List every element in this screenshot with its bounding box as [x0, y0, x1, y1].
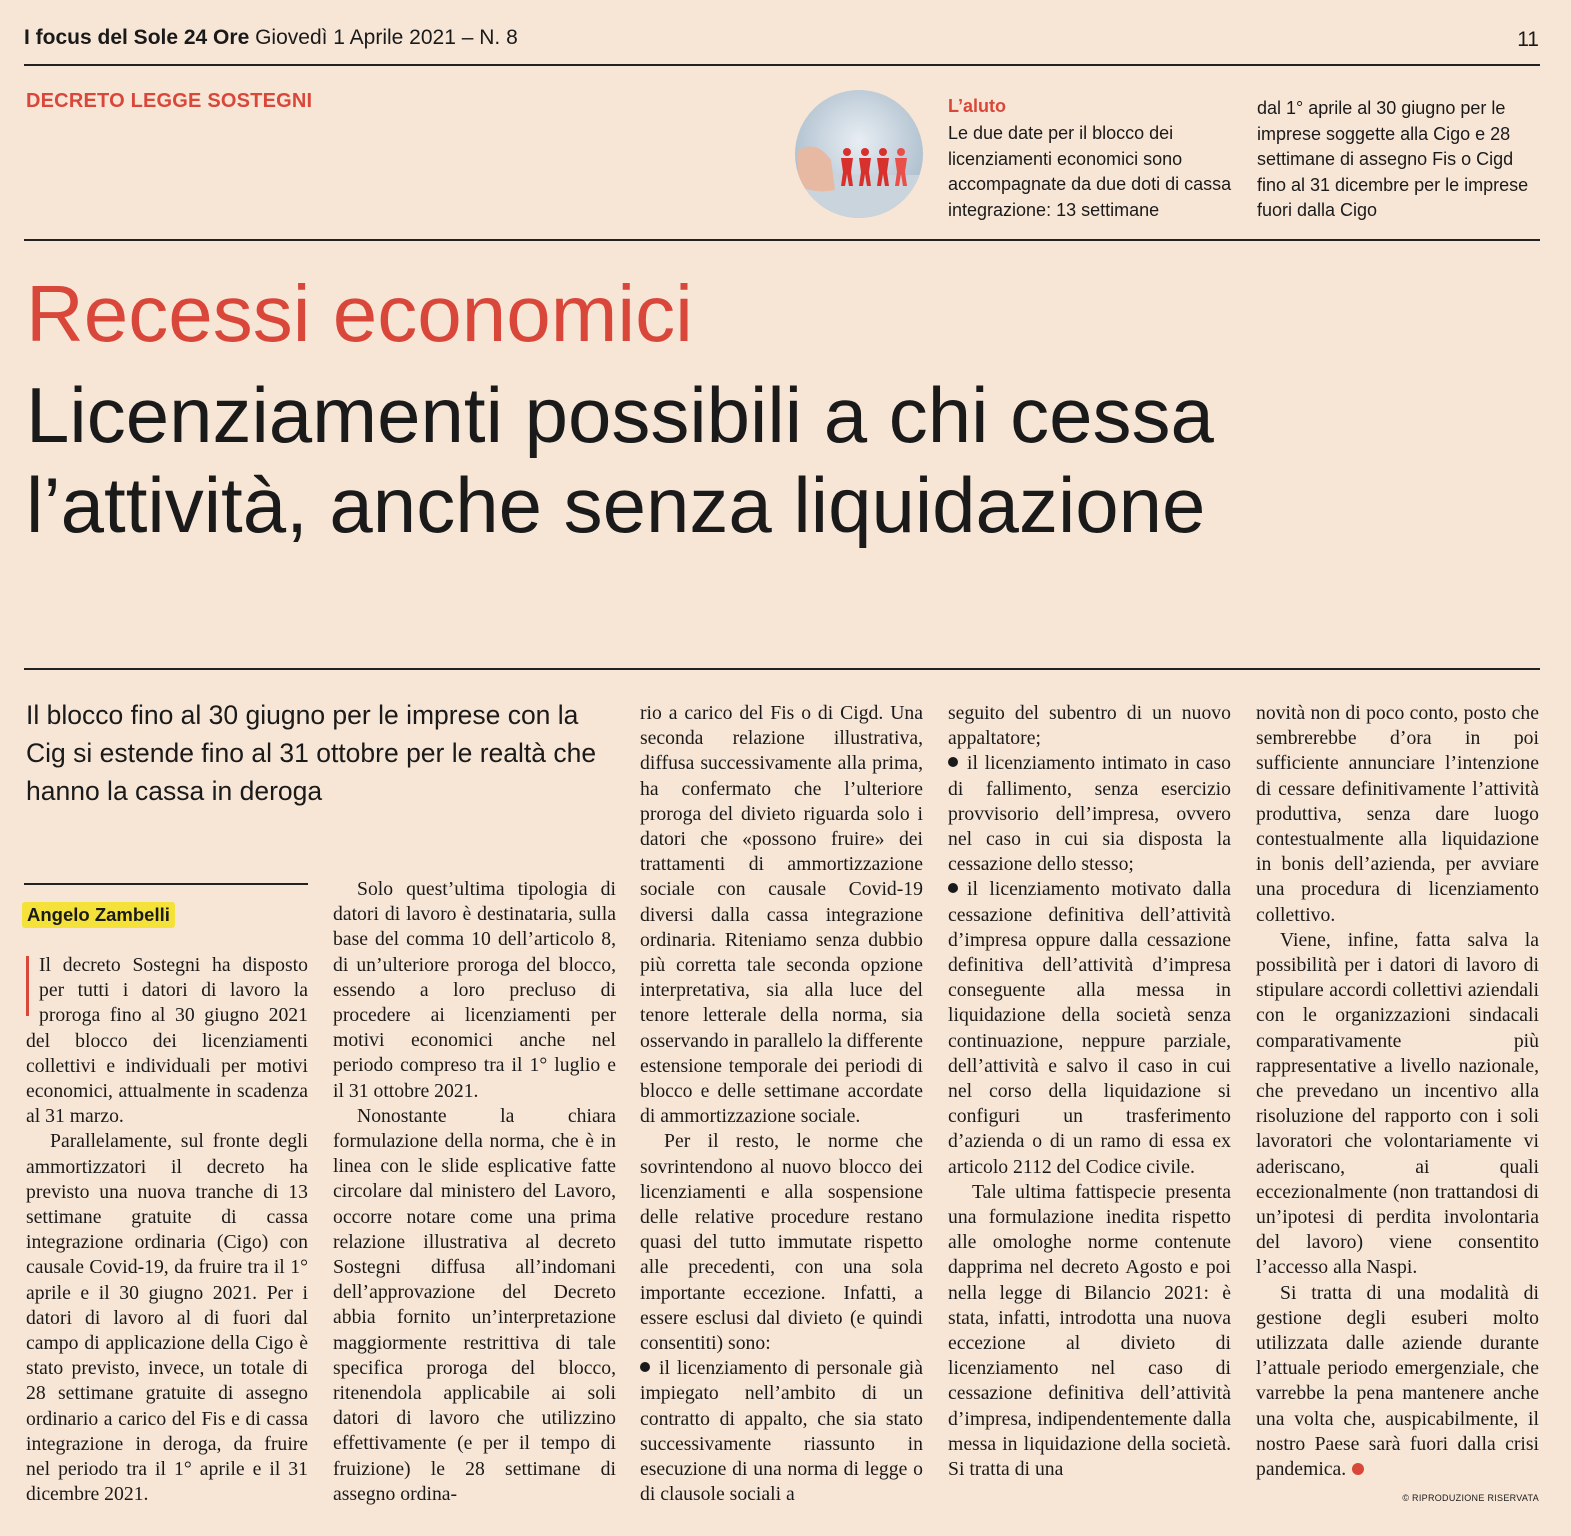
- body-paragraph: Il decreto Sostegni ha disposto per tutti i datori di lavoro la proroga fino al 30 giugno 2021 del blocco dei licenziamenti collettivi e individuali per motivi economici, attualmente in scadenza al 31 marzo.: [26, 954, 308, 1128]
- bullet-item: il licenziamento intimato in caso di fallimento, senza esercizio provvisorio dell’impresa, ovvero nel caso in cui sia disposta la cessazione dello stesso;: [948, 752, 1231, 876]
- body-paragraph: seguito del subentro di un nuovo appaltatore;: [948, 702, 1231, 750]
- body-column-5: [1256, 701, 1539, 1482]
- body-column-3: [640, 701, 923, 1508]
- end-mark-icon: [1352, 1463, 1364, 1475]
- lead-marker: [26, 956, 29, 1016]
- aside-rule: [24, 239, 1540, 241]
- copyright-notice: © RIPRODUZIONE RISERVATA: [1402, 1493, 1539, 1503]
- bullet-icon: [948, 883, 958, 893]
- aside-title: L’aluto: [948, 96, 1006, 116]
- aside-text-column-2: dal 1° aprile al 30 giugno per le imprese soggette alla Cigo e 28 settimane di assegno Fis o Cigd fino al 31 dicembre per le imprese fuori dalla Cigo: [1257, 98, 1529, 220]
- paper-people-icon: [795, 90, 923, 218]
- issue-date: Giovedì 1 Aprile 2021 – N. 8: [255, 26, 518, 49]
- body-paragraph: novità non di poco conto, posto che sembrerebbe d’ora in poi sufficiente annunciare l’intenzione di cessare definitivamente l’attività produttiva, senza dare luogo contestualmente alla liquidazione in bonis dell’azienda, per avviare una procedura di licenziamento collettivo.: [1256, 702, 1539, 926]
- body-paragraph: rio a carico del Fis o di Cigd. Una seconda relazione illustrativa, diffusa successivamente alla prima, ha confermato che l’ulteriore proroga del divieto riguarda solo i datori che «possono fruire» dei trattamenti di ammortizzazione sociale con causale Covid-19 diversi dalla cassa integrazione ordinaria. Riteniamo senza dubbio più corretta tale seconda opzione interpretativa, sia alla luce del tenore letterale della norma, sia osservando in parallelo la differente estensione temporale dei periodi di blocco e delle settimane accordate di ammortizzazione sociale.: [640, 702, 923, 1128]
- body-paragraph: Si tratta di una modalità di gestione degli esuberi molto utilizzata dalle aziende durante l’attuale periodo emergenziale, che varrebbe la pena mantenere anche una volta che, auspicabilmente, il nostro Paese sarà fuori dalla crisi pandemica.: [1256, 1281, 1539, 1481]
- bullet-icon: [948, 757, 958, 767]
- bullet-item: il licenziamento di personale già impiegato nell’ambito di un contratto di appalto, che sia stato successivamente riassunto in esecuzione di una norma di legge o di clausole sociali a: [640, 1357, 923, 1506]
- masthead: [24, 26, 518, 50]
- body-column-1: [26, 953, 308, 1507]
- bullet-item: il licenziamento motivato dalla cessazione definitiva dell’attività d’impresa oppure dalla cessazione definitiva dell’attività d’impresa conseguente alla messa in liquidazione della società senza continuazione, neppure parziale, dell’attività e salvo il caso in cui nel corso della liquidazione si configuri un trasferimento d’azienda o di un ramo di essa ex articolo 2112 del Codice civile.: [948, 878, 1231, 1178]
- header-rule: [24, 64, 1540, 66]
- headline-rule: [24, 668, 1540, 670]
- headline-line-1: Licenziamenti possibili a chi cessa: [26, 371, 1214, 459]
- aside-image: [795, 90, 923, 218]
- body-paragraph: Parallelamente, sul fronte degli ammortizzatori il decreto ha previsto una nuova tranche di 13 settimane gratuite di cassa integrazione ordinaria (Cigo) con causale Covid-19, da fruire tra il 1° aprile e il 30 giugno 2021. Per i datori di lavoro al di fuori dal campo di applicazione della Cigo è stato previsto, invece, un totale di 28 settimane gratuite di assegno ordinario a carico del Fis e di cassa integrazione in deroga, da fruire nel periodo tra il 1° aprile e il 31 dicembre 2021.: [26, 1130, 308, 1506]
- headline-line-2: l’attività, anche senza liquidazione: [26, 461, 1206, 549]
- body-paragraph: Solo quest’ultima tipologia di datori di lavoro è destinataria, sulla base del comma 10 dell’articolo 8, di un’ulteriore proroga del blocco, essendo a loro precluso di procedere ai licenziamenti per motivi economici anche nel periodo compreso tra il 1° luglio e il 31 ottobre 2021.: [333, 878, 616, 1102]
- body-column-2: [333, 877, 616, 1507]
- body-paragraph: Per il resto, le norme che sovrintendono al nuovo blocco dei licenziamenti e alla sospensione delle relative procedure restano quasi del tutto immutate rispetto alle precedenti, con una sola importante eccezione. Infatti, a essere esclusi dal divieto (e quindi consentiti) sono:: [640, 1130, 923, 1355]
- body-paragraph: Viene, infine, fatta salva la possibilità per i datori di lavoro di stipulare accordi collettivi aziendali con le organizzazioni sindacali comparativamente più rappresentative a livello nazionale, che prevedano un incentivo alla risoluzione del rapporto con i soli lavoratori che volontariamente vi aderiscano, ai quali eccezionalmente (non trattandosi di un’ipotesi di perdita involontaria del lavoro) viene consentito l’accesso alla Naspi.: [1256, 928, 1539, 1279]
- body-paragraph: Nonostante la chiara formulazione della norma, che è in linea con le slide esplicative fatte circolare dal ministero del Lavoro, occorre notare come una prima relazione illustrativa al decreto Sostegni diffusa all’indomani dell’approvazione del Decreto abbia fornito un’interpretazione maggiormente restrittiva di tale specifica proroga del blocco, ritenendola applicabile ai soli datori di lavoro che utilizzino effettivamente (e per il tempo di fruizione) le 28 settimane di assegno ordina-: [333, 1104, 616, 1505]
- subtitle: Il blocco fino al 30 giugno per le imprese con la Cig si estende fino al 31 ottobre per le realtà che hanno la cassa in deroga: [26, 700, 597, 806]
- page-number: 11: [1517, 28, 1539, 51]
- headline: [26, 370, 1526, 550]
- bullet-icon: [640, 1362, 650, 1372]
- kicker: Recessi economici: [26, 269, 693, 358]
- section-label: DECRETO LEGGE SOSTEGNI: [26, 90, 313, 112]
- body-column-4: [948, 701, 1231, 1482]
- publication-name: I focus del Sole 24 Ore: [24, 26, 250, 49]
- author-name: Angelo Zambelli: [22, 902, 175, 928]
- body-paragraph: Tale ultima fattispecie presenta una formulazione inedita rispetto alle omologhe norme contenute dapprima nel decreto Agosto e poi nella legge di Bilancio 2021: è stata, infatti, introdotta una nuova eccezione al divieto di licenziamento nel caso di cessazione definitiva dell’attività d’impresa, indipendentemente dalla messa in liquidazione della società. Si tratta di una: [948, 1180, 1231, 1481]
- aside-text-column-1: Le due date per il blocco dei licenziamenti economici sono accompagnate da due doti di cassa integrazione: 13 settimane: [948, 123, 1232, 220]
- author-rule: [24, 883, 308, 885]
